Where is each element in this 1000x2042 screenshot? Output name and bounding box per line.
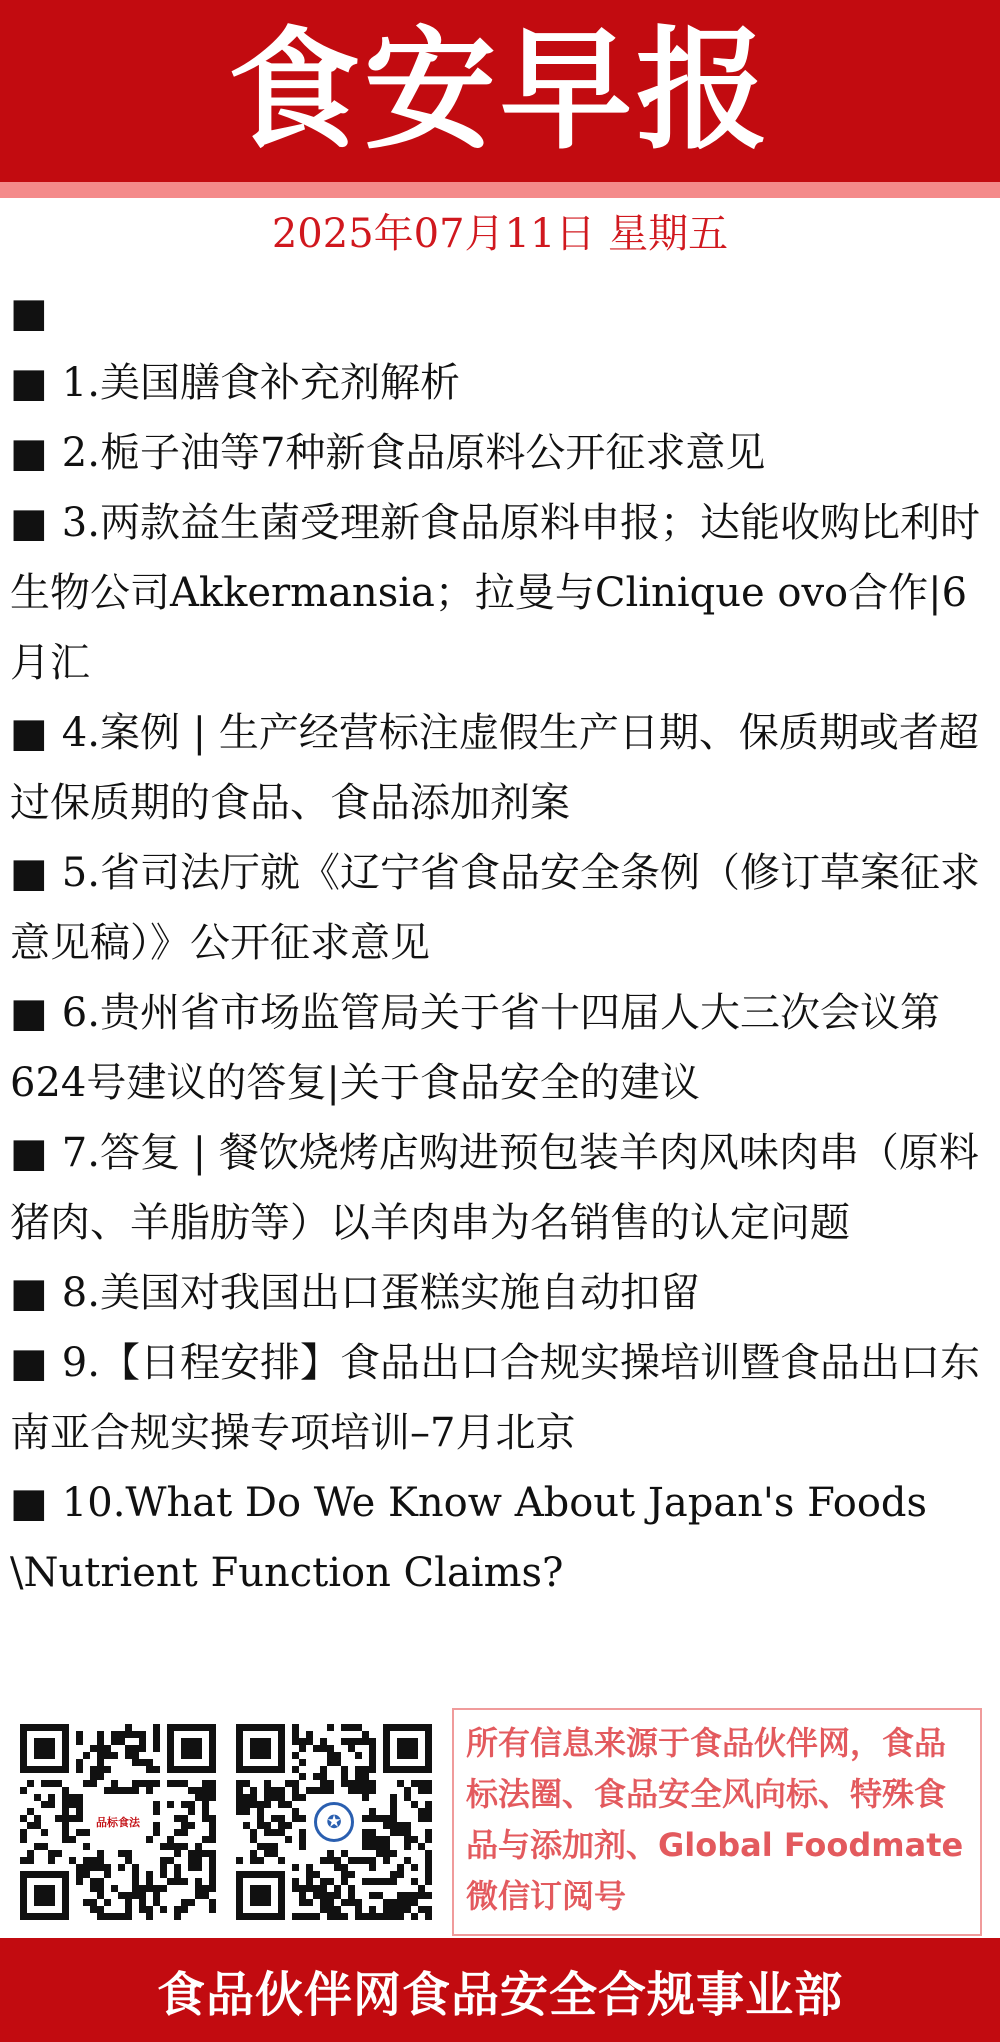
headline-item[interactable] (10, 698, 985, 838)
qr-logo-badge (92, 1796, 144, 1848)
bullet-icon: ■ (10, 500, 48, 546)
qr-code-icon[interactable] (20, 1724, 216, 1920)
headline-item[interactable] (10, 348, 985, 418)
source-note: 所有信息来源于食品伙伴网，食品标法圈、食品安全风向标、特殊食品与添加剂、Global Foodmate微信订阅号 (452, 1708, 982, 1936)
headline-item[interactable] (10, 1328, 985, 1468)
masthead (0, 0, 1000, 182)
headline-item[interactable] (10, 418, 985, 488)
bullet-icon: ■ (10, 1340, 48, 1386)
footer-title: 食品伙伴网食品安全合规事业部 (156, 1966, 843, 2023)
headline-item[interactable] (10, 1258, 985, 1328)
headline-text: 8.美国对我国出口蛋糕实施自动扣留 (61, 1270, 700, 1316)
headline-text: 5.省司法厅就《辽宁省食品安全条例（修订草案征求意见稿）》公开征求意见 (10, 850, 980, 966)
masthead-divider (0, 182, 1000, 198)
bullet-icon: ■ (10, 360, 48, 406)
headline-item[interactable] (10, 278, 985, 348)
headline-list (10, 278, 985, 1608)
headline-text: 9.【日程安排】食品出口合规实操培训暨食品出口东南亚合规实操专项培训–7月北京 (10, 1340, 980, 1456)
headline-text: 6.贵州省市场监管局关于省十四届人大三次会议第624号建议的答复|关于食品安全的建议 (10, 990, 940, 1106)
bullet-icon: ■ (10, 1480, 48, 1526)
bullet-icon: ■ (10, 290, 48, 336)
bullet-icon: ■ (10, 430, 48, 476)
headline-text: 7.答复 | 餐饮烧烤店购进预包装羊肉风味肉串（原料猪肉、羊脂肪等）以羊肉串为名销售的认定问题 (10, 1130, 979, 1246)
bullet-icon: ■ (10, 1130, 48, 1176)
footer-bar (0, 1938, 1000, 2042)
footer-info (0, 1698, 1000, 1938)
bullet-icon: ■ (10, 1270, 48, 1316)
qr-logo-badge (308, 1796, 360, 1848)
headline-text: 1.美国膳食补充剂解析 (61, 360, 460, 406)
headline-item[interactable] (10, 488, 985, 698)
headline-item[interactable] (10, 838, 985, 978)
qr-code-icon[interactable] (236, 1724, 432, 1920)
headline-text: 4.案例 | 生产经营标注虚假生产日期、保质期或者超过保质期的食品、食品添加剂案 (10, 710, 979, 826)
headline-item[interactable] (10, 978, 985, 1118)
issue-date: 2025年07月11日 星期五 (271, 211, 729, 257)
qr-badge-label: 品标食法 (96, 1815, 140, 1829)
bullet-icon: ■ (10, 990, 48, 1036)
headline-item[interactable] (10, 1468, 985, 1608)
headline-text: 10.What Do We Know About Japan's Foods \Nutrient Function Claims? (10, 1480, 928, 1596)
headline-text: 2.栀子油等7种新食品原料公开征求意见 (61, 430, 766, 476)
headline-text: 3.两款益生菌受理新食品原料申报；达能收购比利时生物公司Akkermansia；拉曼与Clinique ovo合作|6月汇 (10, 500, 980, 686)
bullet-icon: ■ (10, 850, 48, 896)
headline-item[interactable] (10, 1118, 985, 1258)
masthead-title: 食安早报 (228, 14, 772, 168)
bullet-icon: ■ (10, 710, 48, 756)
emblem-icon: ✪ (314, 1802, 354, 1842)
